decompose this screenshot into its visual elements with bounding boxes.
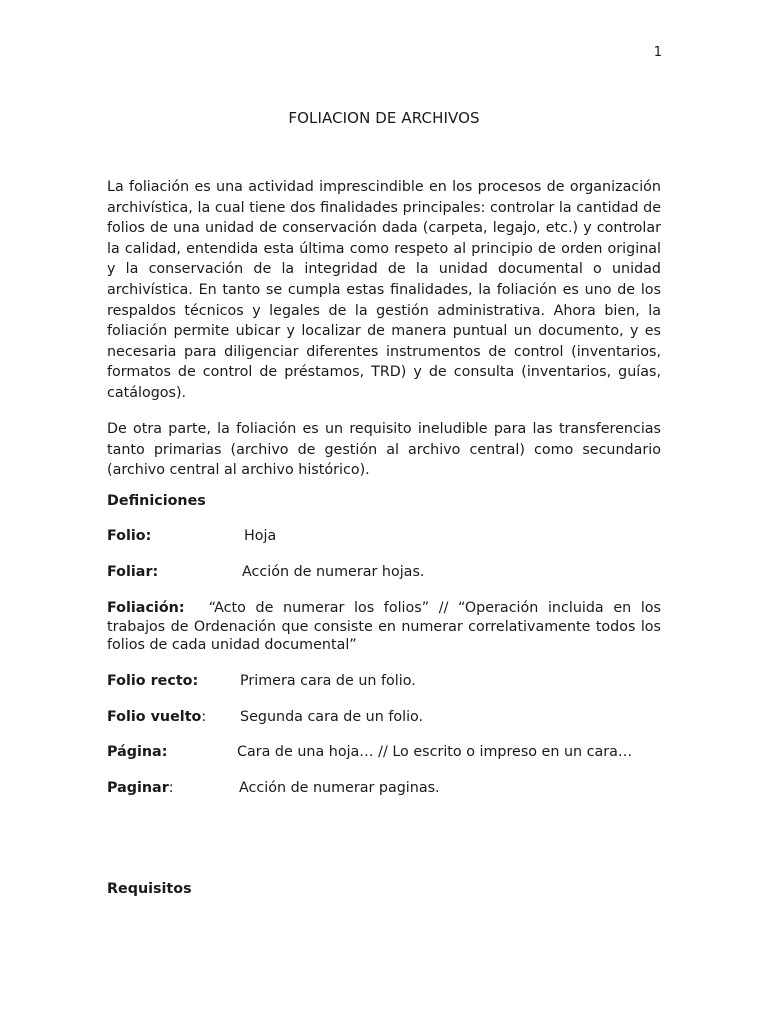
definition-value: Acción de numerar hojas. bbox=[242, 564, 425, 580]
definition-term: Paginar bbox=[107, 780, 169, 796]
definition-folio-vuelto bbox=[107, 708, 661, 727]
definition-value: Cara de una hoja… // Lo escrito o impreso en un cara… bbox=[237, 744, 633, 760]
definition-term: Foliar: bbox=[107, 564, 159, 580]
definition-paginar bbox=[107, 779, 661, 798]
definition-value: Segunda cara de un folio. bbox=[240, 709, 424, 725]
definition-foliar bbox=[107, 563, 661, 582]
definition-folio bbox=[107, 527, 661, 546]
definition-folio-recto bbox=[107, 672, 661, 691]
definition-value: “Acto de numerar los folios” // “Operación incluida en los trabajos de Ordenación que consiste en numerar correlativamente todos los folios de cada unidad documental” bbox=[107, 600, 661, 653]
definition-term: Folio vuelto bbox=[107, 709, 202, 725]
definition-term-suffix: : bbox=[168, 780, 174, 796]
paragraph-transfers: De otra parte, la foliación es un requisito ineludible para las transferencias tanto primarias (archivo de gestión al archivo central) como secundario (archivo central al archivo histórico). bbox=[107, 421, 661, 479]
definition-term-suffix: : bbox=[201, 709, 207, 725]
definition-pagina bbox=[107, 743, 661, 762]
definition-term: Foliación: bbox=[107, 600, 185, 616]
requirements-heading: Requisitos bbox=[107, 881, 192, 897]
page-number: 1 bbox=[653, 45, 662, 60]
definition-term: Folio: bbox=[107, 528, 152, 544]
definition-value: Acción de numerar paginas. bbox=[239, 780, 440, 796]
definition-value: Hoja bbox=[244, 528, 277, 544]
definitions-heading: Definiciones bbox=[107, 493, 206, 509]
definition-foliacion bbox=[107, 599, 661, 655]
definition-term: Página: bbox=[107, 744, 168, 760]
definition-term: Folio recto: bbox=[107, 673, 199, 689]
document-title: FOLIACION DE ARCHIVOS bbox=[288, 109, 480, 127]
paragraph-intro: La foliación es una actividad imprescindible en los procesos de organización archivística, la cual tiene dos finalidades principales: controlar la cantidad de folios de una unidad de conservación dada (carpeta, legajo, etc.) y controlar la calidad, entendida esta última como respeto al principio de orden original y la conservación de la integridad de la unidad documental o unidad archivística. En tanto se cumpla estas finalidades, la foliación es uno de los respaldos técnicos y legales de la gestión administrativa. Ahora bien, la foliación permite ubicar y localizar de manera puntual un documento, y es necesaria para diligenciar diferentes instrumentos de control (inventarios, formatos de control de préstamos, TRD) y de consulta (inventarios, guías, catálogos). bbox=[107, 179, 661, 401]
definition-value: Primera cara de un folio. bbox=[240, 673, 416, 689]
